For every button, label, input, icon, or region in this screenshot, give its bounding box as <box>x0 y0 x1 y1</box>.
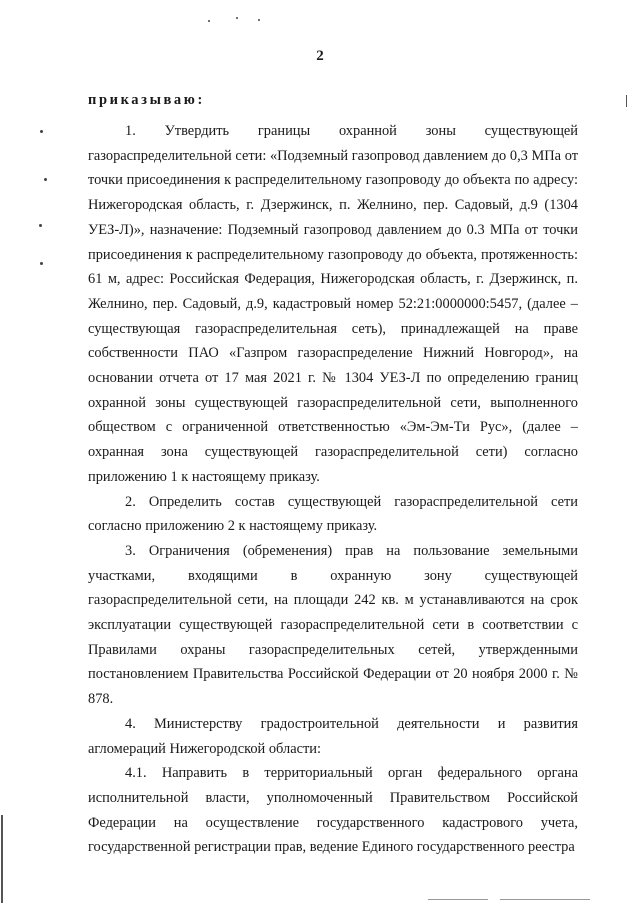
document-body <box>88 119 578 860</box>
scan-edge-line <box>428 899 488 900</box>
order-heading: приказываю: <box>88 92 205 108</box>
page-number: 2 <box>316 48 324 64</box>
paragraph-item-4-1: 4.1. Направить в территориальный орган федерального органа исполнительной власти, уполномоченный Правительством Российской Федерации на осуществление государственного кадастрового учета, государственной регистрации прав, ведение Единого государственного реестра <box>88 765 578 856</box>
scan-speck <box>40 262 43 265</box>
scan-speck <box>236 17 238 19</box>
scan-speck <box>44 178 47 181</box>
scan-edge-line <box>500 899 590 900</box>
paragraph-item-3: 3. Ограничения (обременения) прав на пользование земельными участками, входящими в охранную зону существующей газораспределительной сети, на площади 242 кв. м устанавливаются на срок эксплуатации существующей газораспределительной сети в соответствии с Правилами охраны газораспределительных сетей, утвержденными постановлением Правительства Российской Федерации от 20 ноября 2000 г. № 878. <box>88 542 578 708</box>
scan-speck <box>208 20 210 22</box>
scan-edge-line <box>1 815 3 903</box>
scan-speck <box>258 19 260 21</box>
paragraph-item-2: 2. Определить состав существующей газораспределительной сети согласно приложению 2 к настоящему приказу. <box>88 493 578 535</box>
paragraph-item-1: 1. Утвердить границы охранной зоны существующей газораспределительной сети: «Подземный газопровод давлением до 0,3 МПа от точки присоединения к распределительному газопроводу до объекта по адресу: Нижегородская область, г. Дзержинск, п. Желнино, пер. Садовый, д.9 (1304 УЕЗ-Л)», назначение: Подземный газопровод давлением до 0.3 МПа от точки присоединения к распределительному газопроводу до объекта, протяженность: 61 м, адрес: Российская Федерация, Нижегородская область, г. Дзержинск, п. Желнино, пер. Садовый, д.9, кадастровый номер 52:21:0000000:5457, (далее – существующая газораспределительная сеть), принадлежащей на праве собственности ПАО «Газпром газораспределение Нижний Новгород», на основании отчета от 17 мая 2021 г. № 1304 УЕЗ-Л по определению границ охранной зоны существующей газораспределительной сети, выполненного обществом с ограниченной ответственностью «Эм-Эм-Ти Рус», (далее – охранная зона существующей газораспределительной сети) согласно приложению 1 к настоящему приказу. <box>88 123 578 485</box>
scan-speck <box>39 224 42 227</box>
paragraph-item-4: 4. Министерству градостроительной деятельности и развития агломераций Нижегородской области: <box>88 715 578 757</box>
scan-edge-line <box>626 95 627 107</box>
scan-speck <box>40 130 43 133</box>
